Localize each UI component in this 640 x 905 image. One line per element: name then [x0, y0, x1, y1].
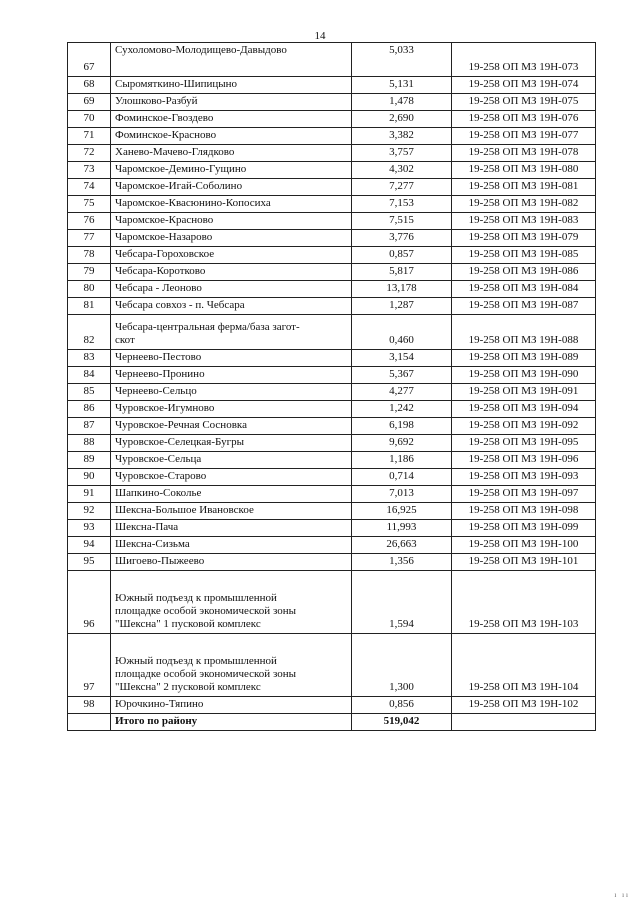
table-row	[68, 315, 596, 350]
road-name: Чаромское-Игай-Соболино	[111, 179, 352, 196]
road-length: 7,515	[352, 213, 452, 230]
road-code: 19-258 ОП МЗ 19Н-087	[452, 298, 596, 315]
row-number: 77	[68, 230, 111, 247]
road-code: 19-258 ОП МЗ 19Н-102	[452, 697, 596, 714]
road-name: Шигоево-Пыжеево	[111, 554, 352, 571]
road-code: 19-258 ОП МЗ 19Н-099	[452, 520, 596, 537]
table-row	[68, 452, 596, 469]
road-name: Южный подъезд к промышленной площадке особой экономической зоны "Шексна" 2 пусковой комплекс	[111, 634, 352, 697]
road-name: Чуровское-Селецкая-Бугры	[111, 435, 352, 452]
road-length: 1,287	[352, 298, 452, 315]
road-length: 5,131	[352, 77, 452, 94]
row-number: 86	[68, 401, 111, 418]
road-length: 13,178	[352, 281, 452, 298]
row-number: 87	[68, 418, 111, 435]
road-length: 3,776	[352, 230, 452, 247]
table-row	[68, 77, 596, 94]
row-number: 82	[68, 315, 111, 350]
table-row	[68, 350, 596, 367]
table-row	[68, 128, 596, 145]
road-length: 0,460	[352, 315, 452, 350]
row-number: 94	[68, 537, 111, 554]
road-code: 19-258 ОП МЗ 19Н-076	[452, 111, 596, 128]
road-length: 1,186	[352, 452, 452, 469]
road-name: Ханево-Мачево-Глядково	[111, 145, 352, 162]
road-name: Чернеево-Пронино	[111, 367, 352, 384]
road-name: Чуровское-Старово	[111, 469, 352, 486]
road-name: Чуровское-Сельца	[111, 452, 352, 469]
road-length: 5,367	[352, 367, 452, 384]
row-number: 71	[68, 128, 111, 145]
road-length: 0,856	[352, 697, 452, 714]
row-number: 96	[68, 571, 111, 634]
total-row	[68, 714, 596, 731]
roads-table	[67, 42, 596, 731]
table-row	[68, 111, 596, 128]
table-row	[68, 264, 596, 281]
road-name: Южный подъезд к промышленной площадке особой экономической зоны "Шексна" 1 пусковой комплекс	[111, 571, 352, 634]
row-number: 70	[68, 111, 111, 128]
road-length: 7,153	[352, 196, 452, 213]
road-length: 4,277	[352, 384, 452, 401]
row-number: 79	[68, 264, 111, 281]
road-code: 19-258 ОП МЗ 19Н-077	[452, 128, 596, 145]
road-code: 19-258 ОП МЗ 19Н-095	[452, 435, 596, 452]
row-number: 93	[68, 520, 111, 537]
road-code: 19-258 ОП МЗ 19Н-081	[452, 179, 596, 196]
road-length: 5,033	[352, 43, 452, 77]
road-name: Чебсара-Коротково	[111, 264, 352, 281]
road-name: Чебсара - Леоново	[111, 281, 352, 298]
row-number: 72	[68, 145, 111, 162]
row-number: 75	[68, 196, 111, 213]
road-name: Юрочкино-Тяпино	[111, 697, 352, 714]
road-code: 19-258 ОП МЗ 19Н-104	[452, 634, 596, 697]
road-code: 19-258 ОП МЗ 19Н-082	[452, 196, 596, 213]
road-code: 19-258 ОП МЗ 19Н-093	[452, 469, 596, 486]
table-row	[68, 697, 596, 714]
table-row	[68, 94, 596, 111]
road-name: Чаромское-Квасюнино-Копосиха	[111, 196, 352, 213]
road-length: 3,382	[352, 128, 452, 145]
row-number: 81	[68, 298, 111, 315]
row-number: 91	[68, 486, 111, 503]
table-row	[68, 520, 596, 537]
road-length: 1,356	[352, 554, 452, 571]
table-row	[68, 537, 596, 554]
row-number: 80	[68, 281, 111, 298]
row-number: 83	[68, 350, 111, 367]
road-code: 19-258 ОП МЗ 19Н-094	[452, 401, 596, 418]
total-empty-code	[452, 714, 596, 731]
road-code: 19-258 ОП МЗ 19Н-078	[452, 145, 596, 162]
page-number: 14	[314, 30, 326, 42]
road-code: 19-258 ОП МЗ 19Н-097	[452, 486, 596, 503]
road-code: 19-258 ОП МЗ 19Н-096	[452, 452, 596, 469]
table-row	[68, 401, 596, 418]
table-row	[68, 486, 596, 503]
road-length: 16,925	[352, 503, 452, 520]
table-row	[68, 196, 596, 213]
road-name: Чуровское-Речная Сосновка	[111, 418, 352, 435]
table-row	[68, 213, 596, 230]
road-code: 19-258 ОП МЗ 19Н-084	[452, 281, 596, 298]
road-code: 19-258 ОП МЗ 19Н-088	[452, 315, 596, 350]
road-length: 5,817	[352, 264, 452, 281]
road-name: Шексна-Большое Ивановское	[111, 503, 352, 520]
table-row	[68, 298, 596, 315]
roads-table-body	[68, 43, 596, 731]
table-row	[68, 435, 596, 452]
road-code: 19-258 ОП МЗ 19Н-100	[452, 537, 596, 554]
road-length: 0,714	[352, 469, 452, 486]
table-row	[68, 145, 596, 162]
row-number: 67	[68, 43, 111, 77]
row-number: 69	[68, 94, 111, 111]
table-row	[68, 634, 596, 697]
table-row	[68, 571, 596, 634]
row-number: 90	[68, 469, 111, 486]
road-length: 4,302	[352, 162, 452, 179]
road-name: Сыромяткино-Шипицыно	[111, 77, 352, 94]
row-number: 85	[68, 384, 111, 401]
road-length: 6,198	[352, 418, 452, 435]
road-code: 19-258 ОП МЗ 19Н-092	[452, 418, 596, 435]
road-code: 19-258 ОП МЗ 19Н-075	[452, 94, 596, 111]
road-code: 19-258 ОП МЗ 19Н-103	[452, 571, 596, 634]
road-code: 19-258 ОП МЗ 19Н-083	[452, 213, 596, 230]
road-code: 19-258 ОП МЗ 19Н-098	[452, 503, 596, 520]
road-length: 7,277	[352, 179, 452, 196]
table-row	[68, 503, 596, 520]
row-number: 97	[68, 634, 111, 697]
road-length: 2,690	[352, 111, 452, 128]
road-code: 19-258 ОП МЗ 19Н-089	[452, 350, 596, 367]
footer-mark: ı ıı	[614, 891, 630, 899]
road-code: 19-258 ОП МЗ 19Н-101	[452, 554, 596, 571]
road-length: 9,692	[352, 435, 452, 452]
road-length: 0,857	[352, 247, 452, 264]
road-code: 19-258 ОП МЗ 19Н-090	[452, 367, 596, 384]
table-row	[68, 162, 596, 179]
road-name: Чебсара-центральная ферма/база загот- скот	[111, 315, 352, 350]
road-name: Шексна-Пача	[111, 520, 352, 537]
road-name: Фоминское-Гвоздево	[111, 111, 352, 128]
road-name: Фоминское-Красново	[111, 128, 352, 145]
road-code: 19-258 ОП МЗ 19Н-073	[452, 43, 596, 77]
road-length: 1,594	[352, 571, 452, 634]
road-name: Чернеево-Пестово	[111, 350, 352, 367]
row-number: 78	[68, 247, 111, 264]
road-code: 19-258 ОП МЗ 19Н-085	[452, 247, 596, 264]
row-number: 95	[68, 554, 111, 571]
road-code: 19-258 ОП МЗ 19Н-074	[452, 77, 596, 94]
road-code: 19-258 ОП МЗ 19Н-086	[452, 264, 596, 281]
road-length: 11,993	[352, 520, 452, 537]
road-length: 3,154	[352, 350, 452, 367]
table-row	[68, 179, 596, 196]
table-row	[68, 230, 596, 247]
row-number: 92	[68, 503, 111, 520]
table-row	[68, 43, 596, 77]
road-name: Чернеево-Сельцо	[111, 384, 352, 401]
row-number: 89	[68, 452, 111, 469]
total-empty	[68, 714, 111, 731]
road-length: 1,242	[352, 401, 452, 418]
row-number: 98	[68, 697, 111, 714]
road-name: Чебсара-Гороховское	[111, 247, 352, 264]
row-number: 76	[68, 213, 111, 230]
road-name: Чуровское-Игумново	[111, 401, 352, 418]
table-row	[68, 367, 596, 384]
row-number: 73	[68, 162, 111, 179]
table-row	[68, 384, 596, 401]
row-number: 88	[68, 435, 111, 452]
total-label: Итого по району	[111, 714, 352, 731]
table-row	[68, 418, 596, 435]
table-row	[68, 469, 596, 486]
road-code: 19-258 ОП МЗ 19Н-091	[452, 384, 596, 401]
road-length: 7,013	[352, 486, 452, 503]
road-code: 19-258 ОП МЗ 19Н-080	[452, 162, 596, 179]
row-number: 68	[68, 77, 111, 94]
table-row	[68, 281, 596, 298]
road-name: Шапкино-Соколье	[111, 486, 352, 503]
road-length: 1,478	[352, 94, 452, 111]
row-number: 74	[68, 179, 111, 196]
road-name: Улошково-Разбуй	[111, 94, 352, 111]
road-name: Чебсара совхоз - п. Чебсара	[111, 298, 352, 315]
road-length: 3,757	[352, 145, 452, 162]
road-name: Шексна-Сизьма	[111, 537, 352, 554]
table-row	[68, 247, 596, 264]
row-number: 84	[68, 367, 111, 384]
road-name: Чаромское-Красново	[111, 213, 352, 230]
road-length: 1,300	[352, 634, 452, 697]
road-length: 26,663	[352, 537, 452, 554]
total-length: 519,042	[352, 714, 452, 731]
road-code: 19-258 ОП МЗ 19Н-079	[452, 230, 596, 247]
road-name: Сухоломово-Молодищево-Давыдово	[111, 43, 352, 77]
road-name: Чаромское-Демино-Гущино	[111, 162, 352, 179]
table-row	[68, 554, 596, 571]
road-name: Чаромское-Назарово	[111, 230, 352, 247]
